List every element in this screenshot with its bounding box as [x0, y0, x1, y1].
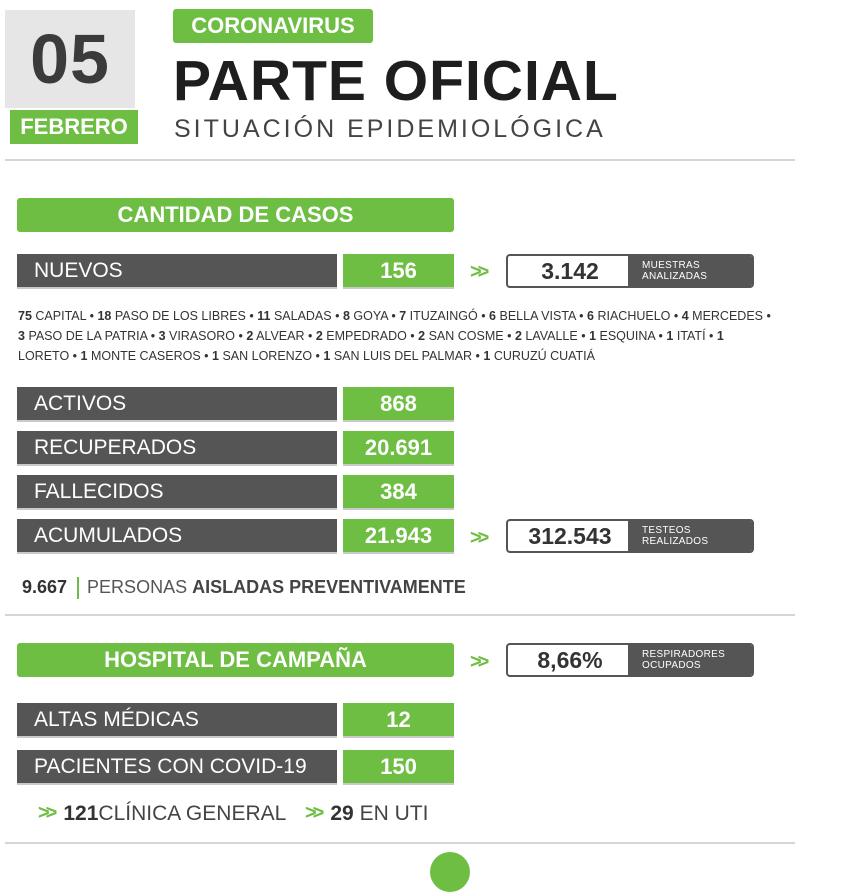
localidad-name: BELLA VISTA: [499, 309, 576, 323]
divider: [5, 842, 795, 844]
testeos-caption: [628, 521, 752, 551]
localidad-item: [97, 309, 245, 323]
localidad-name: MERCEDES: [692, 309, 763, 323]
localidad-item: [159, 329, 235, 343]
localidad-count: 1: [323, 349, 331, 363]
coronavirus-tag: CORONAVIRUS: [173, 9, 373, 43]
localidad-name: RIACHUELO: [597, 309, 671, 323]
localidad-count: 2: [514, 329, 522, 343]
localidad-item: [489, 309, 576, 323]
bullet-separator: •: [86, 309, 98, 323]
acumulados-value: 21.943: [343, 519, 454, 552]
localidad-item: [18, 309, 86, 323]
localidad-name: ALVEAR: [256, 329, 305, 343]
acumulados-label: ACUMULADOS: [17, 519, 337, 552]
localidad-count: 1: [716, 329, 724, 343]
localidad-count: 2: [315, 329, 323, 343]
bullet-separator: •: [577, 329, 590, 343]
aislados-strong-text: AISLADAS PREVENTIVAMENTE: [192, 577, 466, 597]
localidad-count: 75: [18, 309, 32, 323]
localidad-name: CAPITAL: [35, 309, 87, 323]
testeos-caption-line1: TESTEOS: [642, 525, 691, 536]
localidad-name: LAVALLE: [525, 329, 578, 343]
bullet-separator: •: [331, 309, 343, 323]
localidad-name: PASO DE LA PATRIA: [28, 329, 148, 343]
logo-circle: [430, 852, 470, 892]
localidad-count: 2: [418, 329, 426, 343]
localidades-list: [18, 306, 778, 366]
bullet-separator: •: [200, 349, 213, 363]
localidad-count: 11: [257, 309, 271, 323]
localidad-item: [257, 309, 331, 323]
localidad-item: [18, 329, 147, 343]
fallecidos-value: 384: [343, 475, 454, 508]
localidad-count: 2: [246, 329, 254, 343]
pacientes-label: PACIENTES CON COVID-19: [17, 750, 337, 783]
double-chevron-right-icon: >>: [470, 651, 486, 673]
localidad-item: [343, 309, 388, 323]
localidad-item: [316, 329, 407, 343]
testeos-value: 312.543: [528, 523, 612, 549]
bullet-separator: •: [472, 349, 484, 363]
bullet-separator: •: [670, 309, 682, 323]
localidad-count: 8: [342, 309, 350, 323]
muestras-caption-line1: MUESTRAS: [642, 260, 700, 271]
recuperados-label: RECUPERADOS: [17, 431, 337, 464]
localidad-name: PASO DE LOS LIBRES: [114, 309, 246, 323]
muestras-box: [506, 254, 754, 288]
testeos-box: [506, 519, 754, 553]
localidad-item: [483, 349, 595, 363]
bullet-separator: •: [477, 309, 490, 323]
bullet-separator: •: [503, 329, 515, 343]
localidad-name: ITUZAINGÓ: [409, 309, 478, 323]
page-subtitle: SITUACIÓN EPIDEMIOLÓGICA: [174, 115, 606, 143]
localidad-count: 1: [589, 329, 597, 343]
localidad-count: 1: [483, 349, 491, 363]
localidad-item: [515, 329, 578, 343]
localidad-count: 4: [681, 309, 689, 323]
respiradores-value: 8,66%: [537, 647, 603, 673]
aislados-value: 9.667: [22, 577, 68, 597]
localidad-item: [323, 349, 472, 363]
localidad-item: [589, 329, 655, 343]
testeos-caption-line2: REALIZADOS: [642, 536, 709, 547]
uti-value: 29: [330, 802, 354, 825]
clinica-line: [38, 801, 286, 827]
date-day: 05: [5, 10, 135, 108]
page-title: PARTE OFICIAL: [173, 49, 619, 113]
fallecidos-label: FALLECIDOS: [17, 475, 337, 508]
altas-label: ALTAS MÉDICAS: [17, 703, 337, 736]
localidad-item: [682, 309, 763, 323]
bullet-separator: •: [69, 349, 81, 363]
activos-label: ACTIVOS: [17, 387, 337, 420]
localidad-item: [81, 349, 201, 363]
bullet-separator: •: [575, 309, 588, 323]
aislados-line: [22, 575, 466, 599]
localidad-name: VIRASORO: [169, 329, 235, 343]
localidad-count: 1: [212, 349, 219, 363]
localidad-count: 3: [18, 329, 25, 343]
bullet-separator: •: [406, 329, 419, 343]
double-chevron-right-icon: >>: [38, 802, 54, 824]
localidad-count: 6: [489, 309, 496, 323]
section-title-casos: CANTIDAD DE CASOS: [17, 198, 454, 232]
recuperados-value: 20.691: [343, 431, 454, 464]
localidad-count: 3: [158, 329, 166, 343]
localidad-count: 6: [587, 309, 594, 323]
localidad-name: SAN LORENZO: [222, 349, 313, 363]
respiradores-caption-line2: OCUPADOS: [642, 660, 701, 671]
bullet-separator: •: [705, 329, 717, 343]
nuevos-value: 156: [343, 254, 454, 287]
localidad-name: EMPEDRADO: [326, 329, 407, 343]
double-chevron-right-icon: >>: [470, 527, 486, 549]
localidad-count: 18: [97, 309, 112, 323]
localidad-item: [246, 329, 304, 343]
divider: [5, 159, 795, 161]
localidad-item: [212, 349, 312, 363]
double-chevron-right-icon: >>: [305, 802, 321, 824]
pacientes-value: 150: [343, 750, 454, 783]
respiradores-box: [506, 643, 754, 677]
localidad-name: MONTE CASEROS: [90, 349, 201, 363]
bullet-separator: •: [304, 329, 316, 343]
bullet-separator: •: [312, 349, 324, 363]
localidad-name: GOYA: [353, 309, 388, 323]
localidad-name: SAN COSME: [428, 329, 504, 343]
localidad-name: CURUZÚ CUATIÁ: [493, 349, 595, 363]
bullet-separator: •: [235, 329, 247, 343]
muestras-value: 3.142: [541, 258, 599, 284]
localidad-item: [418, 329, 503, 343]
bullet-separator: •: [147, 329, 159, 343]
activos-value: 868: [343, 387, 454, 420]
bullet-separator: •: [245, 309, 258, 323]
bullet-separator: •: [763, 309, 771, 323]
localidad-name: ITATÍ: [676, 329, 706, 343]
clinica-label: CLÍNICA GENERAL: [98, 802, 287, 825]
aislados-separator: [77, 577, 79, 599]
localidad-count: 1: [80, 349, 88, 363]
altas-value: 12: [343, 703, 454, 736]
uti-line: [305, 801, 428, 827]
double-chevron-right-icon: >>: [470, 261, 486, 283]
muestras-caption-line2: ANALIZADAS: [642, 271, 708, 282]
localidad-name: SAN LUIS DEL PALMAR: [333, 349, 473, 363]
nuevos-label: NUEVOS: [17, 254, 337, 287]
localidad-count: 7: [399, 309, 407, 323]
localidad-item: [399, 309, 478, 323]
uti-label: EN UTI: [359, 802, 429, 825]
muestras-caption: [628, 256, 752, 286]
date-box: [5, 10, 135, 139]
localidad-item: [666, 329, 705, 343]
localidad-name: SALADAS: [273, 309, 332, 323]
respiradores-caption-line1: RESPIRADORES: [642, 649, 726, 660]
clinica-value: 121: [63, 802, 99, 825]
localidad-item: [587, 309, 670, 323]
divider: [5, 614, 795, 616]
localidad-name: LORETO: [18, 349, 70, 363]
section-title-hospital: HOSPITAL DE CAMPAÑA: [17, 643, 454, 677]
aislados-text: PERSONAS: [87, 577, 188, 597]
bullet-separator: •: [655, 329, 667, 343]
localidad-count: 1: [666, 329, 674, 343]
respiradores-caption: [628, 645, 752, 675]
bullet-separator: •: [387, 309, 400, 323]
localidad-name: ESQUINA: [599, 329, 656, 343]
date-month: FEBRERO: [10, 110, 138, 144]
